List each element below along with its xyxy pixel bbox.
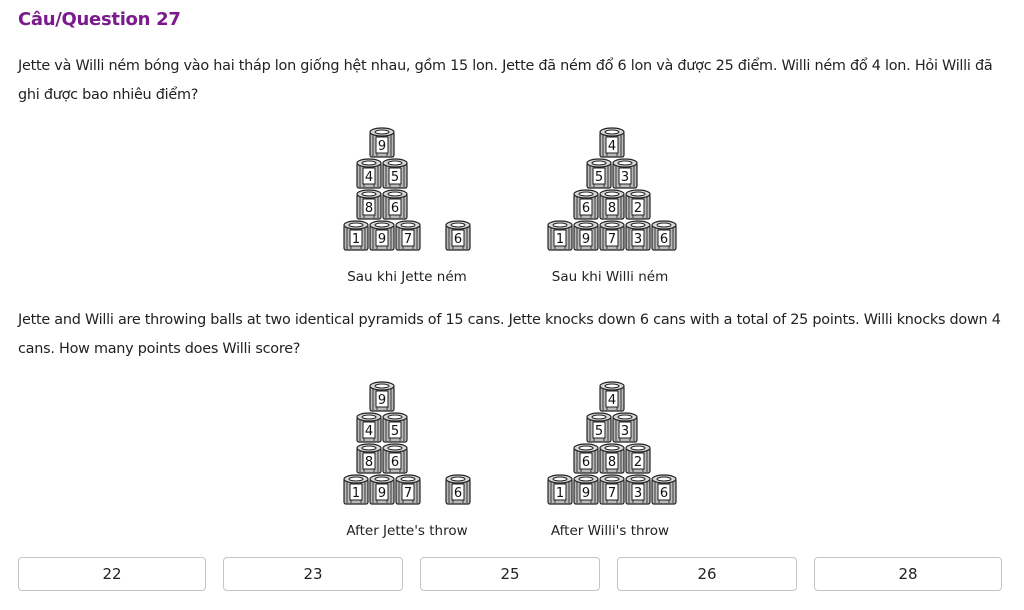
can-number: 1 <box>351 486 361 501</box>
jette-caption: After Jette's throw <box>346 523 468 539</box>
can-number: 6 <box>659 232 669 247</box>
can <box>600 475 624 504</box>
can <box>357 413 381 442</box>
can <box>587 159 611 188</box>
can <box>613 413 637 442</box>
can-number: 2 <box>633 201 643 216</box>
can-number: 9 <box>581 486 591 501</box>
can-number: 6 <box>390 455 400 470</box>
can <box>396 475 420 504</box>
can <box>548 221 572 250</box>
can <box>370 128 394 157</box>
can-number: 9 <box>377 486 387 501</box>
can-number: 6 <box>453 232 463 247</box>
can-number: 5 <box>390 170 400 185</box>
can-number: 7 <box>607 486 617 501</box>
willi-caption: After Willi's throw <box>550 523 670 539</box>
can <box>370 475 394 504</box>
can <box>574 190 598 219</box>
can <box>574 444 598 473</box>
can <box>357 159 381 188</box>
can-number: 1 <box>351 232 361 247</box>
can <box>626 221 650 250</box>
can-number: 8 <box>364 201 374 216</box>
can-number: 8 <box>607 201 617 216</box>
answer-option-1[interactable]: 22 <box>18 557 206 591</box>
can-number: 9 <box>377 139 387 154</box>
can-number: 6 <box>390 201 400 216</box>
figure-english <box>0 372 1024 547</box>
can-number: 4 <box>607 393 617 408</box>
can-number: 6 <box>659 486 669 501</box>
answer-options <box>18 557 1002 593</box>
can <box>548 475 572 504</box>
figure-vietnamese <box>0 118 1024 293</box>
can <box>652 475 676 504</box>
can-number: 6 <box>581 201 591 216</box>
can-number: 5 <box>594 424 604 439</box>
can-number: 7 <box>403 486 413 501</box>
can-number: 3 <box>620 424 630 439</box>
question-text-vietnamese: Jette và Willi ném bóng vào hai tháp lon giống hệt nhau, gồm 15 lon. Jette đã ném đổ 6 lon và được 25 điểm. Willi ném đổ 4 lon. Hỏi Willi đã ghi được bao nhiêu điểm? <box>18 58 993 103</box>
can <box>626 190 650 219</box>
jette-caption: Sau khi Jette ném <box>347 269 467 285</box>
can <box>600 128 624 157</box>
answer-option-3[interactable]: 25 <box>420 557 600 591</box>
can <box>626 444 650 473</box>
can <box>600 190 624 219</box>
can-number: 9 <box>377 393 387 408</box>
can <box>344 221 368 250</box>
can-number: 4 <box>364 424 374 439</box>
can-number: 5 <box>390 424 400 439</box>
willi-pyramid <box>548 128 676 250</box>
answer-option-4[interactable]: 26 <box>617 557 797 591</box>
can <box>652 221 676 250</box>
willi-caption: Sau khi Willi ném <box>551 269 669 285</box>
can <box>357 190 381 219</box>
answer-option-5[interactable]: 28 <box>814 557 1002 591</box>
can-number: 7 <box>607 232 617 247</box>
fallen-can <box>446 475 470 504</box>
can <box>574 475 598 504</box>
can <box>383 413 407 442</box>
question-title: Câu/Question 27 <box>18 9 181 30</box>
can <box>613 159 637 188</box>
jette-pyramid <box>344 128 470 250</box>
can <box>587 413 611 442</box>
can-number: 6 <box>581 455 591 470</box>
can <box>600 444 624 473</box>
answer-option-2[interactable]: 23 <box>223 557 403 591</box>
can-number: 4 <box>607 139 617 154</box>
can <box>383 190 407 219</box>
willi-pyramid <box>548 382 676 504</box>
can-number: 1 <box>555 232 565 247</box>
can-number: 5 <box>594 170 604 185</box>
can <box>357 444 381 473</box>
can-number: 1 <box>555 486 565 501</box>
can <box>600 221 624 250</box>
can-number: 4 <box>364 170 374 185</box>
can-number: 8 <box>364 455 374 470</box>
can-number: 3 <box>620 170 630 185</box>
can-number: 3 <box>633 232 643 247</box>
can <box>344 475 368 504</box>
fallen-can <box>446 221 470 250</box>
question-text-english: Jette and Willi are throwing balls at two identical pyramids of 15 cans. Jette knocks down 6 cans with a total of 25 points. Willi knocks down 4 cans. How many points does Willi score? <box>18 312 1001 357</box>
can-number: 6 <box>453 486 463 501</box>
can <box>574 221 598 250</box>
can-number: 9 <box>377 232 387 247</box>
can-number: 3 <box>633 486 643 501</box>
can <box>383 444 407 473</box>
can-number: 2 <box>633 455 643 470</box>
can <box>370 221 394 250</box>
can-number: 7 <box>403 232 413 247</box>
can-number: 9 <box>581 232 591 247</box>
can <box>626 475 650 504</box>
can <box>396 221 420 250</box>
can-number: 8 <box>607 455 617 470</box>
can <box>383 159 407 188</box>
can <box>370 382 394 411</box>
can <box>600 382 624 411</box>
jette-pyramid <box>344 382 470 504</box>
